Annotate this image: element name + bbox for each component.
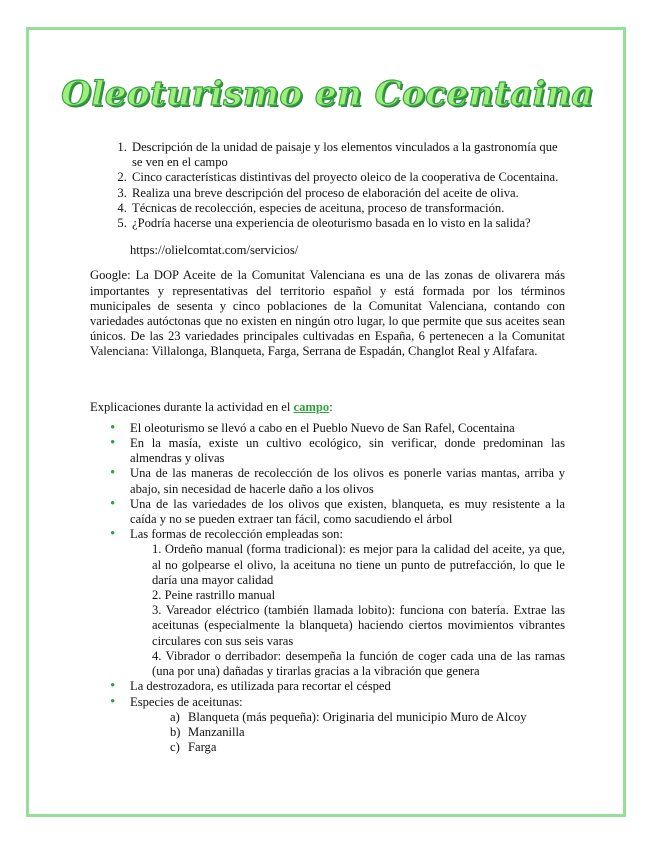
species-text: Manzanilla bbox=[188, 724, 245, 739]
task-item: 1. Descripción de la unidad de paisaje y los elementos vinculados a la gastronomía que se ven en el campo bbox=[130, 140, 565, 170]
task-item: 3. Realiza una breve descripción del proceso de elaboración del aceite de oliva. bbox=[130, 186, 565, 201]
list-item: • Una de las maneras de recolección de los olivos es ponerle varias mantas, arriba y abajo, sin necesidad de hacerle daño a los olivos bbox=[130, 466, 565, 496]
method-item: 3. Vareador eléctrico (también llamada lobito): funciona con batería. Extrae las aceitunas (especialmente la blanqueta) haciendo ciertos movimientos vibrantes circulares con sus seis varas bbox=[152, 603, 565, 648]
list-item: • La destrozadora, es utilizada para recortar el césped bbox=[130, 679, 565, 694]
species-text: Farga bbox=[188, 740, 217, 755]
species-marker: c) bbox=[170, 740, 180, 755]
species-marker: b) bbox=[170, 724, 181, 739]
explanations-heading bbox=[90, 400, 565, 415]
list-item-methods bbox=[130, 527, 565, 679]
species-item bbox=[170, 710, 565, 725]
page-title: Oleoturismo en Cocentaina bbox=[61, 74, 594, 114]
species-marker: a) bbox=[170, 709, 180, 724]
reference-url[interactable]: https://olielcomtat.com/servicios/ bbox=[130, 243, 299, 258]
list-item: • En la masía, existe un cultivo ecológico, sin verificar, donde predominan las almendras y olivas bbox=[130, 436, 565, 466]
methods-label: • Las formas de recolección empleadas son: bbox=[130, 527, 343, 542]
species-text: Blanqueta (más pequeña): Originaria del municipio Muro de Alcoy bbox=[188, 709, 527, 724]
task-item: 4. Técnicas de recolección, especies de aceituna, proceso de transformación. bbox=[130, 201, 565, 216]
list-item-species bbox=[130, 695, 565, 756]
method-item: 4. Vibrador o derribador: desempeña la función de coger cada una de las ramas (una por una) dañadas y tirarlas gracias a la vibración que genera bbox=[152, 648, 565, 679]
list-item: • El oleoturismo se llevó a cabo en el Pueblo Nuevo de San Rafel, Cocentaina bbox=[130, 421, 565, 436]
explanations-colon: : bbox=[329, 399, 333, 414]
explanations-intro: Explicaciones durante la actividad en el bbox=[90, 399, 291, 414]
species-list bbox=[130, 710, 565, 756]
task-item: 5. ¿Podría hacerse una experiencia de oleoturismo basada en lo visto en la salida? bbox=[130, 216, 565, 231]
species-item bbox=[170, 725, 565, 740]
task-item: 2. Cinco características distintivas del proyecto oleico de la cooperativa de Cocentaina. bbox=[130, 170, 565, 185]
species-item bbox=[170, 740, 565, 755]
google-paragraph: Google: La DOP Aceite de la Comunitat Valenciana es una de las zonas de olivarera más importantes y representativas del territorio español y está formada por los términos municipales de sesenta y cinco poblaciones de la Comunitat Valenciana, contando con variedades autóctonas que no existen en ningún otro lugar, lo que permite que sus aceites sean únicos. De las 23 variedades principales cultivadas en España, 6 pertenecen a la Comunitat Valenciana: Villalonga, Blanqueta, Farga, Serrana de Espadán, Changlot Real y Alfafara. bbox=[90, 268, 565, 359]
list-item: • Una de las variedades de los olivos que existen, blanqueta, es muy resistente a la caída y no se pueden extraer tan fácil, como sacudiendo el árbol bbox=[130, 497, 565, 527]
explanations-list bbox=[90, 421, 565, 755]
method-item: 1. Ordeño manual (forma tradicional): es mejor para la calidad del aceite, ya que, al no golpearse el olivo, la aceituna no tiene un punto de putrefacción, lo que le daría una mayor calidad bbox=[152, 542, 565, 587]
campo-link[interactable]: campo bbox=[293, 399, 330, 414]
document-body bbox=[90, 140, 565, 755]
method-item: 2. Peine rastrillo manual bbox=[152, 588, 276, 603]
task-list bbox=[90, 140, 565, 231]
species-label: • Especies de aceitunas: bbox=[130, 694, 243, 709]
